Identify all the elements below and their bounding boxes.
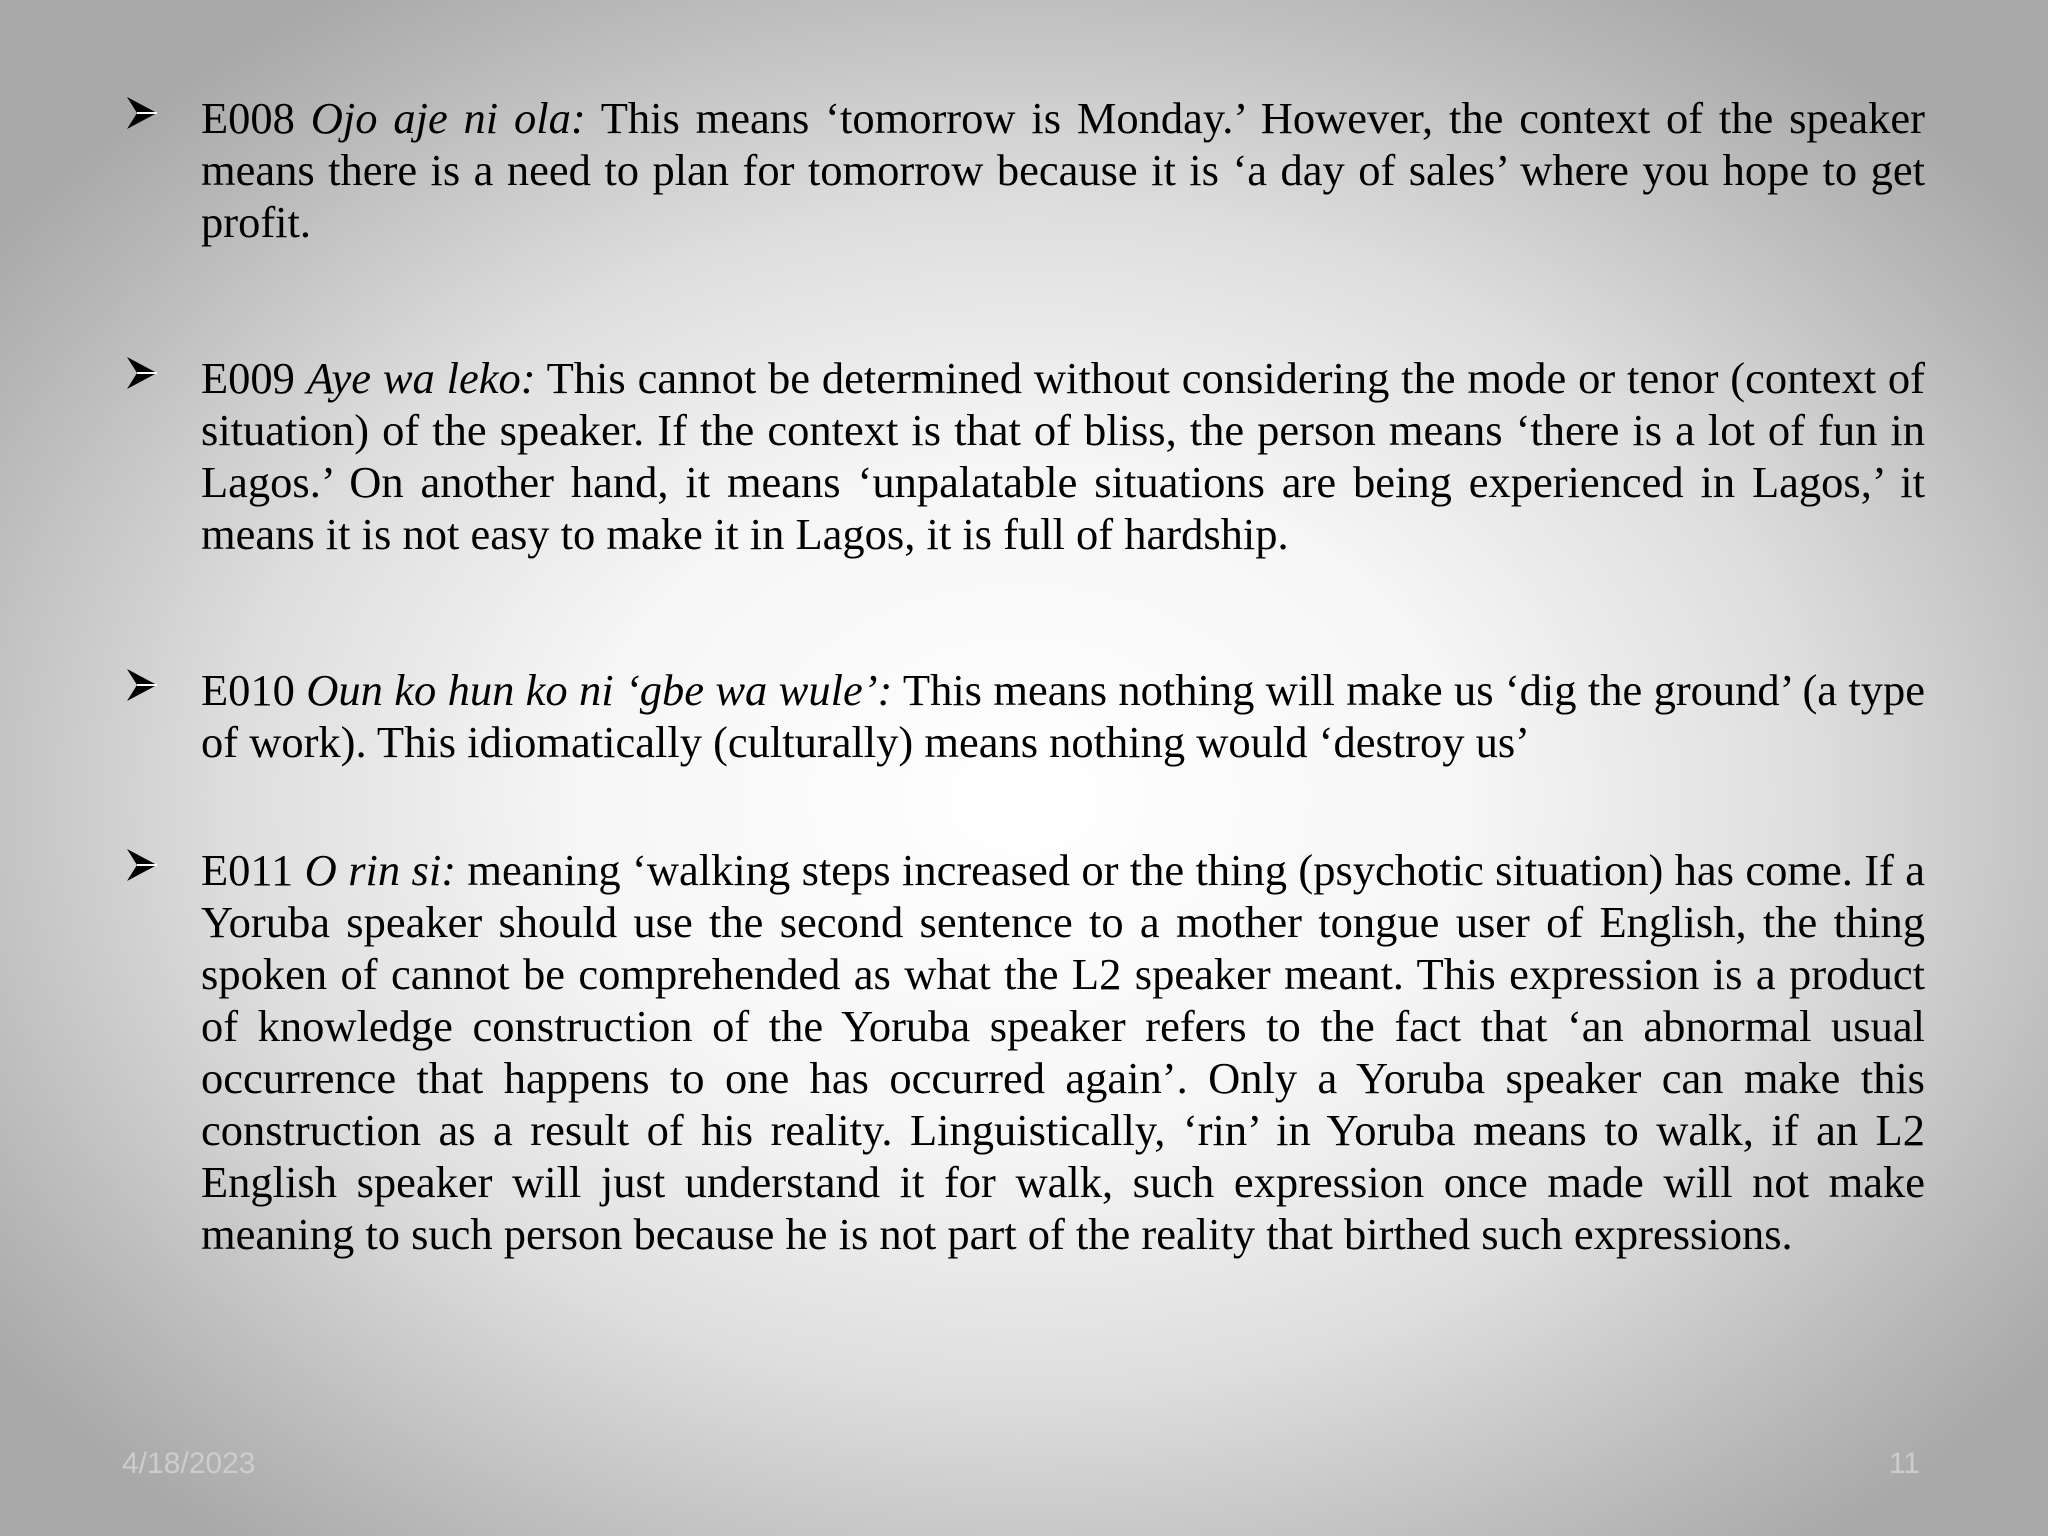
list-item-e011 xyxy=(120,844,1925,1260)
item-code: E009 xyxy=(201,353,295,403)
list-item-e008 xyxy=(120,92,1925,248)
arrowhead-bullet-icon xyxy=(126,356,158,390)
bullet-list xyxy=(120,92,1925,1260)
item-text: This cannot be determined without considering the mode or tenor (context of situation) of the speaker. If the context is that of bliss, the person means ‘there is a lot of fun in Lagos.’ On another hand, it means ‘unpalatable situations are being experienced in Lagos,’ it means it is not easy to make it in Lagos, it is full of hardship. xyxy=(201,353,1925,559)
item-code: E010 xyxy=(201,665,295,715)
item-term: O rin si: xyxy=(304,845,457,895)
slide-number: 11 xyxy=(1888,1447,1920,1480)
item-term: Oun ko hun ko ni ‘gbe wa wule’: xyxy=(306,665,893,715)
item-text: This means ‘tomorrow is Monday.’ However, the context of the speaker means there is a need to plan for tomorrow because it is ‘a day of sales’ where you hope to get profit. xyxy=(201,93,1925,247)
item-code: E008 xyxy=(201,93,295,143)
item-term: Aye wa leko: xyxy=(306,353,536,403)
list-item-e009 xyxy=(120,352,1925,560)
item-text: This means nothing will make us ‘dig the ground’ (a type of work). This idiomatically (culturally) means nothing would ‘destroy us’ xyxy=(201,665,1926,767)
item-text: meaning ‘walking steps increased or the thing (psychotic situation) has come. If a Yoruba speaker should use the second sentence to a mother tongue user of English, the thing spoken of cannot be comprehended as what the L2 speaker meant. This expression is a product of knowledge construction of the Yoruba speaker refers to the fact that ‘an abnormal usual occurrence that happens to one has occurred again’. Only a Yoruba speaker can make this construction as a result of his reality. Linguistically, ‘rin’ in Yoruba means to walk, if an L2 English speaker will just understand it for walk, such expression once made will not make meaning to such person because he is not part of the reality that birthed such expressions. xyxy=(201,845,1925,1259)
item-code: E011 xyxy=(201,845,294,895)
arrowhead-bullet-icon xyxy=(126,96,158,130)
footer-date: 4/18/2023 xyxy=(122,1447,256,1480)
arrowhead-bullet-icon xyxy=(126,668,158,702)
list-item-e010 xyxy=(120,664,1925,768)
arrowhead-bullet-icon xyxy=(126,848,158,882)
item-term: Ojo aje ni ola: xyxy=(310,93,586,143)
